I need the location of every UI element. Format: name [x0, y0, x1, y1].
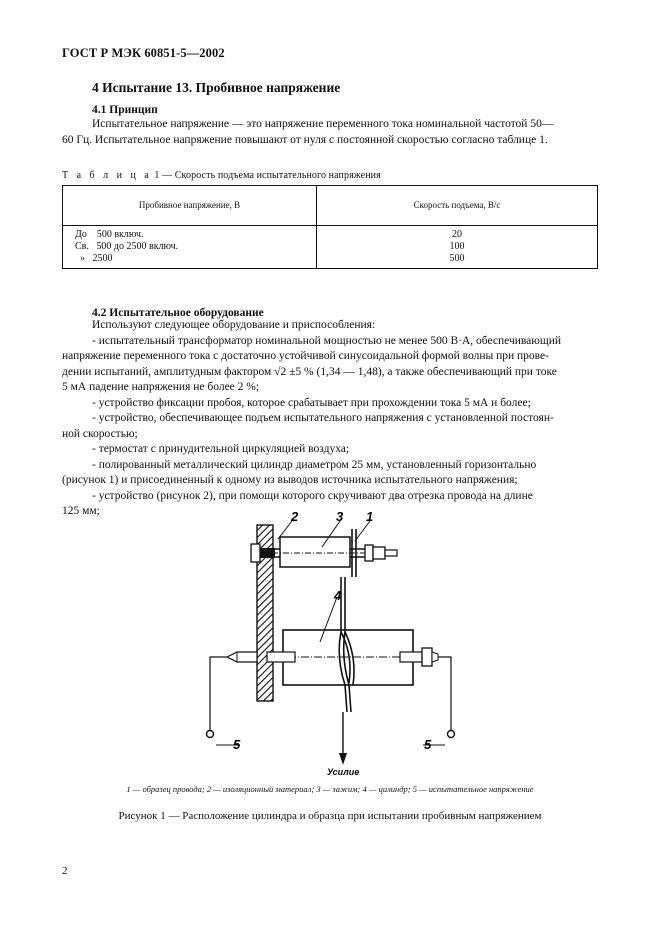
- text-line: дении испытаний, амплитудным фактором √2 ±5 % (1,34 — 1,48), а также обеспечивающий при токе: [62, 365, 557, 378]
- label-5-right: 5: [424, 737, 432, 752]
- subsection-title-4-2: 4.2 Испытательное оборудование: [92, 307, 264, 319]
- table-caption-text: 1 — Скорость подъема испытательного напряжения: [154, 170, 381, 181]
- text-line: - устройство (рисунок 2), при помощи которого скручивают два отрезка провода на длине: [92, 489, 533, 502]
- text-line: - устройство фиксации пробоя, которое срабатывает при прохождении тока 5 мА и более;: [92, 396, 531, 409]
- terminal-right: [448, 731, 455, 738]
- table-cell-rate: 500: [449, 253, 465, 264]
- label-1: 1: [366, 509, 374, 524]
- force-label: Усилие: [327, 767, 360, 777]
- text-line: ной скоростью;: [62, 427, 138, 440]
- table-caption: [62, 170, 381, 181]
- clamp: [280, 537, 350, 567]
- table-cell-range: » 2500: [75, 253, 113, 264]
- text-line: - термостат с принудительной циркуляцией воздуха;: [92, 443, 350, 455]
- table-cell-range: До 500 включ.: [75, 229, 144, 240]
- voltage-lead-right: [438, 657, 451, 733]
- text-line: - полированный металлический цилиндр диаметром 25 мм, установленный горизонтально: [92, 458, 537, 471]
- label-2: 2: [291, 509, 299, 524]
- text-line: 5 мА падение напряжения не более 2 %;: [62, 381, 260, 393]
- upper-nut-left: [251, 544, 260, 562]
- figure-caption: Рисунок 1 — Расположение цилиндра и образца при испытании пробивным напряжением: [118, 810, 542, 822]
- table-cell-range: Св. 500 до 2500 включ.: [75, 241, 179, 252]
- text-line: Используют следующее оборудование и приспособления:: [92, 319, 376, 331]
- paragraph-4-2: [62, 318, 598, 520]
- table-header-rate: Скорость подъема, В/с: [413, 200, 501, 210]
- label-4: 4: [334, 588, 342, 603]
- label-5-left: 5: [233, 737, 241, 752]
- text-line: Испытательное напряжение — это напряжение переменного тока номинальной частотой 50—: [92, 118, 554, 130]
- subsection-title-4-1: 4.1 Принцип: [92, 104, 158, 116]
- section-title: 4 Испытание 13. Пробивное напряжение: [92, 80, 341, 95]
- text-line: 60 Гц. Испытательное напряжение повышают от нуля с постоянной скоростью согласно таблице 1.: [62, 133, 548, 146]
- page-number: 2: [62, 865, 68, 877]
- text-line: (рисунок 1) и присоединенный к одному из выводов источника испытательного напряжения;: [62, 474, 518, 486]
- paragraph-4-1: [62, 117, 598, 148]
- terminal-left: [207, 731, 214, 738]
- text-line: напряжение переменного тока с достаточно устойчивой синусоидальной формой волны при прове-: [62, 350, 549, 362]
- text-line: - испытательный трансформатор номинальной мощностью не менее 500 В·А, обеспечивающий: [92, 334, 562, 347]
- table-header-voltage: Пробивное напряжение, В: [138, 200, 241, 210]
- text-line: 125 мм;: [62, 505, 100, 517]
- table-caption-prefix: Т а б л и ц а: [62, 170, 152, 181]
- text-line: - устройство, обеспечивающее подъем испытательного напряжения с установленной постоян-: [92, 412, 554, 424]
- table-header-divider: [63, 225, 597, 226]
- figure-legend: 1 — образец провода; 2 — изоляционный материал; 3 — зажим; 4 — цилиндр; 5 — испытательное напряжение: [126, 784, 534, 794]
- label-3: 3: [336, 509, 344, 524]
- voltage-lead-left: [210, 657, 227, 733]
- document-header: ГОСТ Р МЭК 60851-5—2002: [62, 46, 225, 60]
- test-setup-figure: [195, 507, 475, 779]
- table-cell-rate: 20: [452, 229, 462, 240]
- table-cell-rate: 100: [449, 241, 465, 252]
- rate-table: [62, 185, 598, 269]
